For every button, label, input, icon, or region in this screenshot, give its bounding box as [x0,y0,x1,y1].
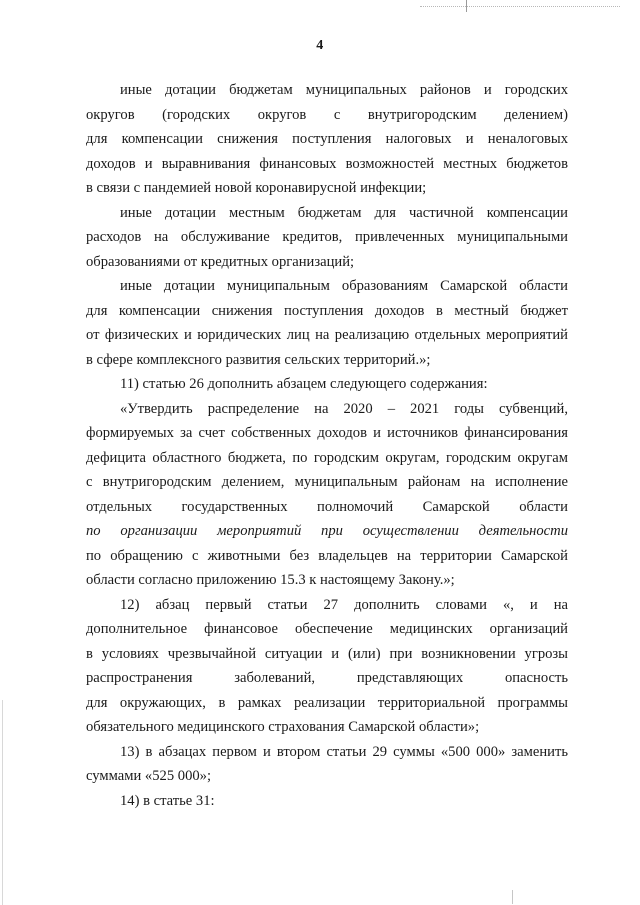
paragraph-5 [86,397,568,593]
paragraph-line: по обращению с животными без владельцев на территории Самарской [86,547,568,564]
scan-artifact-top-tick [466,0,467,12]
paragraph-line: иные дотации местным бюджетам для частичной компенсации [120,204,568,221]
page-number: 4 [316,38,324,53]
paragraph-3 [86,274,568,372]
paragraph-line: формируемых за счет собственных доходов и источников финансирования [86,425,568,441]
scan-artifact-top-line [420,6,620,7]
paragraph-line: в условиях чрезвычайной ситуации и (или) при возникновении угрозы [86,645,568,662]
paragraph-line: по организации мероприятий при осуществлении деятельности [86,523,568,539]
paragraph-line: иные дотации муниципальным образованиям Самарской области [120,278,568,294]
paragraph-line: 13) в абзацах первом и втором статьи 29 суммы «500 000» заменить [120,743,568,760]
scan-artifact-left-edge [2,700,3,905]
paragraph-line: иные дотации бюджетам муниципальных районов и городских [120,82,568,98]
paragraph-line: расходов на обслуживание кредитов, привлеченных муниципальными [86,229,568,245]
paragraph-line: распространения заболеваний, представляющих опасность [86,670,568,686]
paragraph-line: «Утвердить распределение на 2020 – 2021 годы субвенций, [120,400,568,417]
paragraph-line: округов (городских округов с внутригородским делением) [86,106,568,123]
paragraph-line: для компенсации снижения поступления доходов в местный бюджет [86,302,568,319]
paragraph-1 [86,78,568,201]
paragraph-line: 12) абзац первый статьи 27 дополнить словами «, и на [120,596,568,613]
paragraph-line: для окружающих, в рамках реализации территориальной программы [86,694,568,711]
paragraph-4 [86,372,568,397]
paragraph-line: обязательного медицинского страхования Самарской области»; [86,719,480,735]
scan-artifact-bottom-mark [512,890,513,904]
paragraph-6 [86,593,568,740]
paragraph-line: дефицита областного бюджета, по городским округам, городским округам [86,449,568,466]
paragraph-line: для компенсации снижения поступления налоговых и неналоговых [86,131,568,147]
document-body [86,78,568,813]
paragraph-line: области согласно приложению 15.3 к настоящему Закону.»; [86,572,455,588]
paragraph-line: доходов и выравнивания финансовых возможностей местных бюджетов [86,155,568,172]
paragraph-line: в связи с пандемией новой коронавирусной инфекции; [86,180,427,196]
paragraph-line: с внутригородским делением, муниципальным районам на исполнение [86,474,568,490]
paragraph-8 [86,789,568,814]
paragraph-line: 14) в статье 31: [120,792,215,809]
paragraph-7 [86,740,568,789]
paragraph-line: от физических и юридических лиц на реализацию отдельных мероприятий [86,327,568,343]
paragraph-line: отдельных государственных полномочий Самарской области [86,498,568,515]
paragraph-line: в сфере комплексного развития сельских территорий.»; [86,351,431,368]
paragraph-line: образованиями от кредитных организаций; [86,253,355,270]
paragraph-line: 11) статью 26 дополнить абзацем следующего содержания: [120,376,488,392]
paragraph-line: дополнительное финансовое обеспечение медицинских организаций [86,621,568,637]
paragraph-line: суммами «525 000»; [86,768,212,784]
paragraph-2 [86,201,568,275]
